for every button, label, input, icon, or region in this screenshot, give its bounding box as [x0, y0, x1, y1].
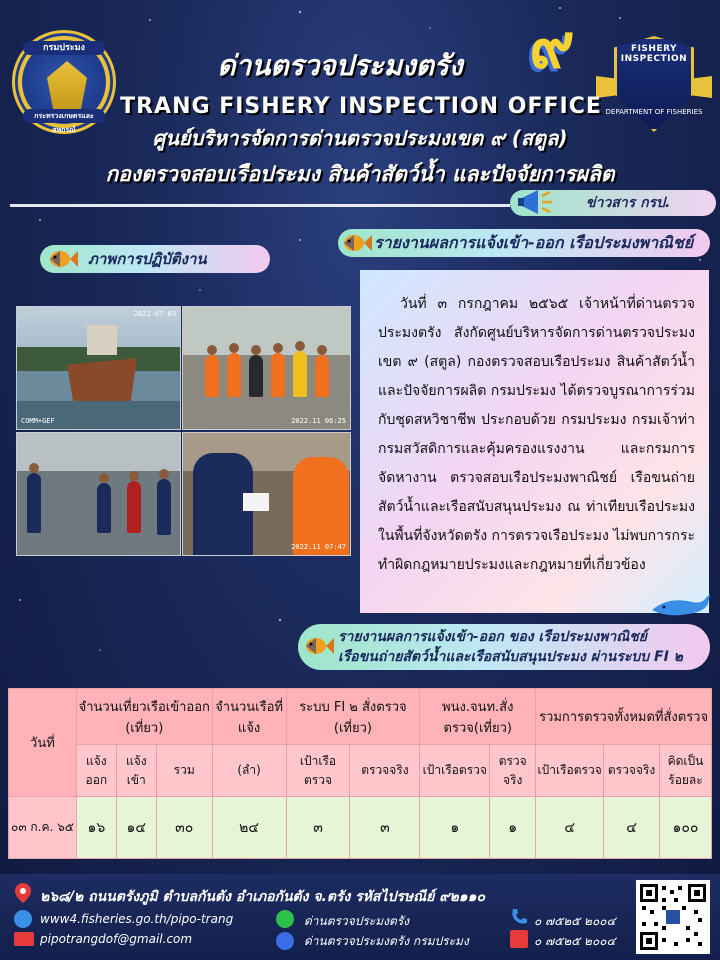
office-title-english: TRANG FISHERY INSPECTION OFFICE	[120, 94, 602, 119]
table-subheader-row	[9, 745, 712, 797]
photo-stamp: COMM+GEF	[21, 417, 55, 425]
cell-percent: ๑๐๐	[659, 797, 711, 859]
cell-total-target: ๔	[536, 797, 604, 859]
logo-left-top-text: กรมประมง	[23, 41, 105, 55]
logo-right-bottom-text: DEPARTMENT OF FISHERIES	[605, 108, 703, 116]
qr-code[interactable]	[636, 880, 710, 954]
fax-icon	[510, 930, 528, 948]
cell-boats: ๒๔	[212, 797, 286, 859]
facebook-icon	[276, 932, 294, 950]
subheader-unit: (ลำ)	[212, 745, 286, 797]
report-paragraph: วันที่ ๓ กรกฎาคม ๒๕๖๕ เจ้าหน้าที่ด่านตรวจประมงตรัง สังกัดศูนย์บริหารจัดการด่านตรวจประมง เขต ๙ (สตูล) กองตรวจสอบเรือประมง สินค้าสัตว์น้ำ และปัจจัยการผลิต กรมประมง ได้ตรวจบูรณาการร่วมกับชุดสหวิชาชีพ ประกอบด้วย กรมประมง กรมเจ้าท่า กรมสวัสดิการและคุ้มครองแรงงาน และกรมการจัดหางาน ตรวจสอบเรือประมงพาณิชย์ เรือขนถ่ายสัตว์น้ำและเรือสนับสนุนประมง ณ ท่าเทียบเรือประมงในพื้นที่จังหวัดตรัง การตรวจเรือประมง ไม่พบการกระทำผิดกฎหมายประมงและกฎหมายที่เกี่ยวข้อง	[378, 296, 695, 573]
header-divider	[10, 204, 510, 207]
activity-section-label: ภาพการปฏิบัติงาน	[40, 245, 270, 273]
cell-officer-actual: ๑	[490, 797, 536, 859]
footer-address: ๒๖๘/๒ ถนนตรังภูมิ ตำบลกันตัง อำเภอกันตัง จ.ตรัง รหัสไปรษณีย์ ๙๒๑๑๐	[40, 889, 486, 905]
cell-in: ๑๔	[116, 797, 156, 859]
center-subtitle: ศูนย์บริหารจัดการด่านตรวจประมงเขต ๙ (สตูล)	[152, 126, 568, 150]
news-label-bar: ข่าวสาร กรป.	[510, 190, 716, 216]
footer-email[interactable]: pipotrangdof@gmail.com	[40, 932, 193, 946]
logo-right-top-text: FISHERY INSPECTION	[620, 44, 688, 64]
cell-date: ๐๓ ก.ค. ๖๕	[9, 797, 77, 859]
photo-fishing-boat	[16, 306, 181, 430]
cell-out: ๑๖	[76, 797, 116, 859]
office-title-thai: ด่านตรวจประมงตรัง	[217, 49, 463, 82]
footer-line[interactable]: ด่านตรวจประมงตรัง	[304, 914, 410, 928]
header-officer: พนง.จนท.สั่งตรวจ(เที่ยว)	[420, 689, 536, 745]
header-fi2: ระบบ FI ๒ สั่งตรวจ (เที่ยว)	[286, 689, 420, 745]
fi2-report-table	[8, 688, 712, 859]
fishery-inspection-logo	[596, 36, 712, 132]
photo-stamp: 2022.11 07:47	[291, 543, 346, 551]
footer-website[interactable]: www4.fisheries.go.th/pipo-trang	[40, 912, 234, 926]
header-total: รวมการตรวจทั้งหมดที่สั่งตรวจ	[536, 689, 712, 745]
location-pin-icon	[14, 882, 32, 904]
cell-total-actual: ๔	[604, 797, 660, 859]
fish-icon	[46, 247, 78, 271]
line-icon	[276, 910, 294, 928]
report-section-label: รายงานผลการแจ้งเข้า-ออก เรือประมงพาณิชย์	[338, 229, 710, 257]
fi2-section-label	[298, 624, 710, 670]
subheader-total-target: เป้าเรือตรวจ	[536, 745, 604, 797]
header-trips: จำนวนเที่ยวเรือเข้าออก (เที่ยว)	[76, 689, 212, 745]
subheader-percent: คิดเป็นร้อยละ	[659, 745, 711, 797]
subheader-out: แจ้งออก	[76, 745, 116, 797]
cell-fi2-target: ๓	[286, 797, 350, 859]
division-subtitle: กองตรวจสอบเรือประมง สินค้าสัตว์น้ำ และปัจจัยการผลิต	[105, 162, 615, 186]
fish-icon	[302, 634, 334, 658]
subheader-total-actual: ตรวจจริง	[604, 745, 660, 797]
subheader-in: แจ้งเข้า	[116, 745, 156, 797]
activity-photo-collage	[16, 306, 351, 556]
header-boats: จำนวนเรือที่แจ้ง	[212, 689, 286, 745]
globe-icon	[14, 910, 32, 928]
email-icon	[14, 932, 34, 946]
subheader-fi2-actual: ตรวจจริง	[350, 745, 420, 797]
report-text-box	[360, 270, 709, 613]
cell-fi2-actual: ๓	[350, 797, 420, 859]
logo-emblem-icon	[47, 61, 87, 109]
fi2-label-line-2: เรือขนถ่ายสัตว์น้ำและเรือสนับสนุนประมง ผ่านระบบ FI ๒	[338, 649, 683, 665]
zone-number-badge: ๙	[529, 9, 575, 82]
cell-sum: ๓๐	[156, 797, 212, 859]
photo-document-check	[182, 432, 351, 556]
fi2-label-line-1: รายงานผลการแจ้งเข้า-ออก ของ เรือประมงพาณิชย์	[338, 629, 647, 645]
department-of-fisheries-logo	[12, 30, 116, 134]
photo-stamp: 2022.11 06:25	[291, 417, 346, 425]
footer-fax: ๐ ๗๕๒๕ ๒๐๐๔	[534, 934, 616, 948]
photo-team-group	[182, 306, 351, 430]
table-row	[9, 797, 712, 859]
footer-facebook[interactable]: ด่านตรวจประมงตรัง กรมประมง	[304, 934, 469, 948]
photo-stamp: 2022-07-03	[133, 310, 176, 318]
table-header-row	[9, 689, 712, 745]
subheader-sum: รวม	[156, 745, 212, 797]
whale-icon	[648, 592, 712, 620]
subheader-officer-actual: ตรวจจริง	[490, 745, 536, 797]
footer-phone[interactable]: ๐ ๗๕๒๕ ๒๐๐๔	[534, 914, 616, 928]
subheader-fi2-target: เป้าเรือตรวจ	[286, 745, 350, 797]
cell-officer-target: ๑	[420, 797, 490, 859]
fish-icon	[340, 231, 372, 255]
megaphone-icon	[516, 186, 556, 218]
subheader-officer-target: เป้าเรือตรวจ	[420, 745, 490, 797]
logo-left-bottom-text: กระทรวงเกษตรและสหกรณ์	[23, 109, 105, 123]
header-date: วันที่	[9, 689, 77, 797]
phone-icon	[510, 908, 528, 926]
photo-inspection-pier	[16, 432, 181, 556]
